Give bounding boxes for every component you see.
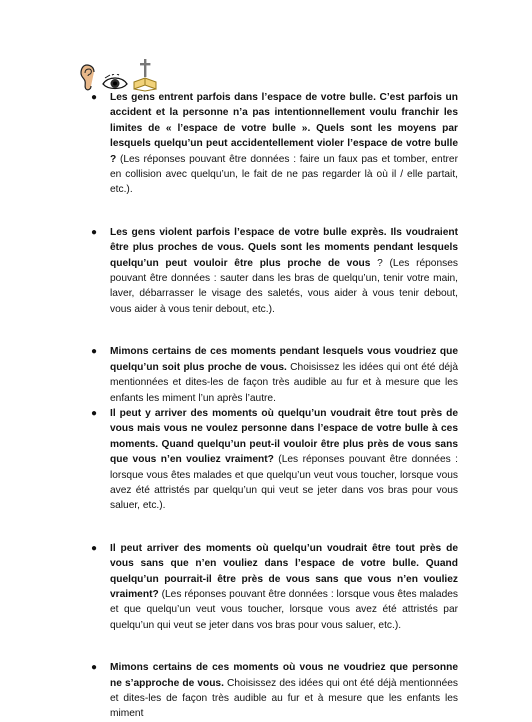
- item-text: Choisissez les idées qui ont été déjà mentionnées et dites-les de façon très audible au fur et à mesure que les enfants les miment l’un après l’autre.: [110, 361, 458, 404]
- bullet-icon: ●: [91, 226, 98, 238]
- item-bold-text: Mimons certains de ces moments pendant lesquels vous voudriez que quelqu’un soit plus proche de vous.: [110, 346, 458, 373]
- item-text: Choisissez des idées qui ont été déjà mentionnées et dites-les de façon très audible au fur et à mesure que les enfants les miment: [110, 677, 458, 720]
- list-item: [88, 225, 458, 317]
- bullet-icon: ●: [91, 542, 98, 554]
- item-bold-text: Il peut y arriver des moments où quelqu’un voudrait être tout près de vous mais vous ne voulez personne dans l’espace de votre bulle à ces moments. Quand quelqu’un peut-il vouloir être plus près de vous sans que vous n’en vouliez vraiment?: [110, 407, 458, 466]
- item-bold-text: Mimons certains de ces moments où vous ne voudriez que personne ne s’approche de vous.: [110, 662, 458, 689]
- list-item: [88, 406, 458, 514]
- item-bold-text: Les gens entrent parfois dans l’espace de votre bulle. C’est parfois un accident et la personne n’a pas intentionnellement voulu franchir les limites de « l’espace de votre bulle ». Quels sont les moyens par lesquels quelqu’un peut accidentellement violer l’espace de votre bulle ?: [110, 92, 458, 165]
- item-text: ? (Les réponses pouvant être données : sauter dans les bras de quelqu’un, tenir votre main, laver, débarrasser le visage des saletés, vous aider à vous tenir debout, vous aider à vous tenir debout, etc.).: [110, 257, 458, 315]
- item-text: (Les réponses pouvant être données : lorsque vous êtes malades et que quelqu’un veut vous toucher, lorsque vous avez été attristés par quelqu’un qui veut se jeter dans vos bras pour vous saluer, etc.).: [110, 588, 458, 631]
- list-item: [88, 541, 458, 633]
- bullet-icon: ●: [91, 662, 98, 674]
- item-bold-text: Il peut arriver des moments où quelqu’un voudrait être tout près de vous sans que n’en vouliez dans l’espace de votre bulle. Quand quelqu’un pourrait-il être près de vous sans que vous n’en vouliez vraiment?: [110, 542, 458, 600]
- list-item: [88, 90, 458, 198]
- list-item: [88, 344, 458, 406]
- bullet-icon: ●: [91, 407, 98, 419]
- item-text: (Les réponses pouvant être données : faire un faux pas et tomber, entrer en collision avec quelqu’un, le fait de ne pas regarder là où il / elle partait, etc.).: [110, 153, 458, 196]
- list-item: [88, 660, 458, 722]
- item-text: (Les réponses pouvant être données : lorsque vous êtes malades et que quelqu’un veut vous toucher, lorsque vous avez été attristés par quelqu’un qui veut se jeter dans vos bras pour vous saluer, etc.).: [110, 454, 459, 512]
- questions-list: [88, 90, 458, 722]
- bullet-icon: ●: [91, 92, 98, 103]
- item-bold-text: Les gens violent parfois l’espace de votre bulle exprès. Ils voudraient être plus proches de vous. Quels sont les moments pendant lesquels quelqu’un peut vouloir être plus proche de vous: [110, 226, 458, 269]
- bullet-icon: ●: [91, 346, 98, 358]
